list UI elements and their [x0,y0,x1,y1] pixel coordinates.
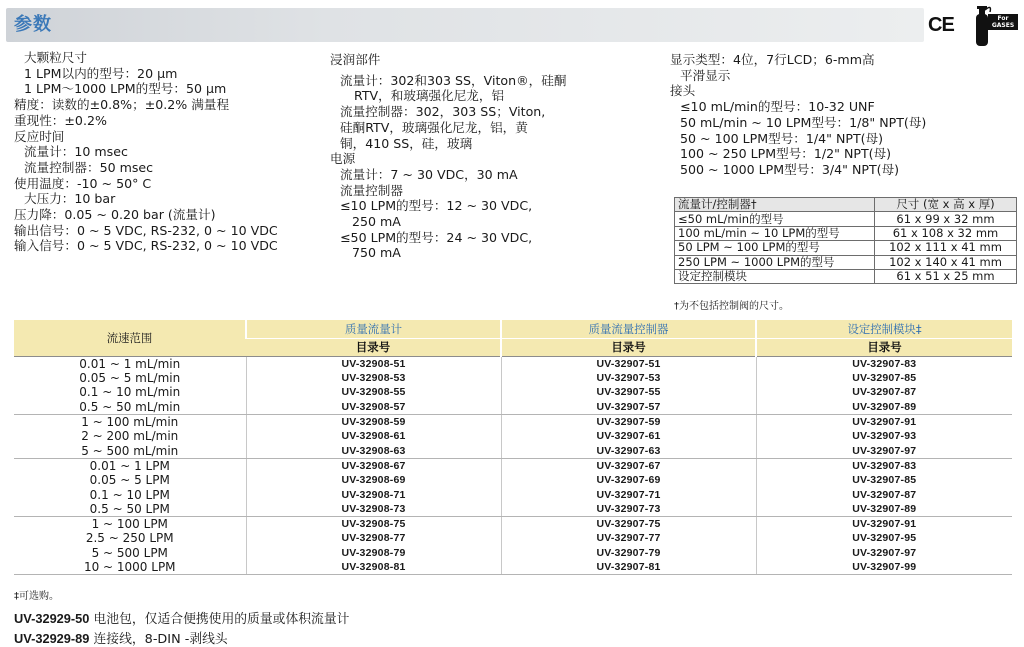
table-row [675,241,1017,255]
accessory-number: UV-32929-89 [14,631,90,646]
catalog-footnote: ‡可选购。 [14,591,59,602]
catalog-cell: UV-32907-83 [756,458,1012,473]
flow-range-header: 流速范围 [14,320,246,356]
spec-line: 100 ~ 250 LPM型号：1/2" NPT(母) [680,146,892,162]
catalog-cell: UV-32907-75 [501,517,756,532]
accessory-description: 连接线，8-DIN -剥线头 [89,632,228,647]
table-row [675,226,1017,240]
catalog-cell: UV-32908-53 [246,371,501,386]
spec-line: 大颗粒尺寸 [24,50,87,65]
ce-mark: CE [928,14,954,36]
spec-line: 750 mA [352,245,401,261]
flow-range-cell: 0.01 ~ 1 mL/min [14,356,246,371]
catalog-cell: UV-32907-51 [501,356,756,371]
catalog-cell: UV-32907-71 [501,487,756,502]
table-row [14,546,1012,561]
spec-line: 输出信号：0 ~ 5 VDC, RS-232, 0 ~ 10 VDC [14,222,278,238]
table-row [675,212,1017,226]
table-row [14,517,1012,532]
catalog-cell: UV-32907-97 [756,444,1012,459]
catalog-cell: UV-32907-83 [756,356,1012,371]
flow-range-cell: 5 ~ 500 LPM [91,546,168,561]
catalog-cell: UV-32907-73 [501,502,756,517]
spec-line: 流量控制器：302，303 SS；Viton, [340,104,546,120]
table-row [14,400,1012,415]
table-header: 尺寸 (宽 x 高 x 厚) [875,198,1017,212]
flow-range-cell: 2.5 ~ 250 LPM [85,531,174,546]
catalog-cell: UV-32907-77 [501,531,756,546]
table-cell: 61 x 51 x 25 mm [875,269,1017,283]
catalog-cell: UV-32907-61 [501,429,756,444]
flow-range-cell: 0.5 ~ 50 LPM [14,502,246,517]
table-row [14,531,1012,546]
spec-line: 大压力：10 bar [24,191,116,207]
spec-line: ≤10 mL/min的型号：10-32 UNF [680,99,875,115]
catalog-no-header: 目录号 [756,338,1012,356]
catalog-cell: UV-32907-93 [756,429,1012,444]
catalog-cell: UV-32908-81 [246,560,501,575]
table-cell: 250 LPM ~ 1000 LPM的型号 [675,255,875,269]
catalog-no-header: 目录号 [501,338,756,356]
spec-line: 使用温度：-10 ~ 50° C [14,175,152,191]
catalog-cell: UV-32908-51 [246,356,501,371]
spec-line: 重现性：±0.2% [14,112,107,128]
catalog-cell: UV-32908-79 [246,546,501,561]
table-row [14,444,1012,459]
spec-line: 浸润部件 [330,52,381,67]
catalog-cell: UV-32907-89 [756,400,1012,415]
table-row [675,255,1017,269]
catalog-cell: UV-32907-55 [501,385,756,400]
flow-range-cell: 2 ~ 200 mL/min [81,429,179,444]
flow-range-cell: 1 ~ 100 mL/min [14,414,246,429]
spec-line: 500 ~ 1000 LPM型号：3/4" NPT(母) [680,161,900,177]
table-row [675,269,1017,283]
flow-range-cell: 0.1 ~ 10 mL/min [79,385,181,400]
group-header-mass-flow-meter: 质量流量计 [246,320,501,338]
catalog-cell: UV-32908-67 [246,458,501,473]
table-cell: 100 mL/min ~ 10 LPM的型号 [675,226,875,240]
table-row [14,487,1012,502]
table-row [14,502,1012,517]
dimensions-table [674,197,1017,284]
spec-line: 流量计：7 ~ 30 VDC，30 mA [340,166,518,182]
section-header-band [6,8,924,42]
spec-line: RTV，和玻璃强化尼龙，铝 [354,88,505,104]
catalog-cell: UV-32907-87 [756,385,1012,400]
catalog-cell: UV-32908-59 [246,414,501,429]
catalog-cell: UV-32907-91 [756,414,1012,429]
catalog-cell: UV-32907-67 [501,458,756,473]
spec-line: 流量计：10 msec [24,144,128,160]
spec-line: 1 LPM以内的型号：20 μm [24,65,178,81]
flow-range-cell: 5 ~ 500 mL/min [14,444,246,459]
flow-range-cell: 0.5 ~ 50 mL/min [14,400,246,415]
table-row [14,414,1012,429]
spec-line: 反应时间 [14,128,65,144]
spec-line: ≤50 LPM的型号：24 ~ 30 VDC, [340,229,533,245]
spec-line: 显示类型：4位，7行LCD；6-mm高 [670,52,875,67]
catalog-cell: UV-32907-97 [756,546,1012,561]
table-cell: ≤50 mL/min的型号 [675,212,875,226]
spec-line: 精度：读数的±0.8%；±0.2% 满量程 [14,97,230,113]
catalog-cell: UV-32908-71 [246,487,501,502]
spec-line: 流量控制器 [340,182,403,198]
spec-line: 接头 [670,83,696,99]
flow-range-cell: 0.01 ~ 1 LPM [14,458,246,473]
group-header-set-control-module: 设定控制模块‡ [756,320,1012,338]
spec-line: 电源 [330,151,356,167]
table-cell: 61 x 108 x 32 mm [875,226,1017,240]
spec-column-2 [330,52,566,261]
catalog-cell: UV-32907-53 [501,371,756,386]
catalog-cell: UV-32908-55 [246,385,501,400]
catalog-cell: UV-32907-79 [501,546,756,561]
catalog-cell: UV-32907-57 [501,400,756,415]
flow-range-cell: 0.05 ~ 5 LPM [89,473,170,488]
for-gases-badge: For GASES [988,14,1018,30]
catalog-cell: UV-32907-95 [756,531,1012,546]
table-row [14,371,1012,386]
catalog-cell: UV-32908-73 [246,502,501,517]
catalog-cell: UV-32908-61 [246,429,501,444]
spec-line: 50 mL/min ~ 10 LPM型号：1/8" NPT(母) [680,114,927,130]
spec-line: 流量控制器：50 msec [24,159,154,175]
group-header-mass-flow-controller: 质量流量控制器 [501,320,756,338]
spec-line: 铜，410 SS，硅，玻璃 [340,135,473,151]
table-row [14,458,1012,473]
catalog-cell: UV-32907-85 [756,473,1012,488]
section-title: 参数 [14,14,52,35]
catalog-cell: UV-32907-91 [756,517,1012,532]
flow-range-cell: 10 ~ 1000 LPM [14,560,246,575]
accessory-line [14,628,228,647]
accessory-line [14,608,349,627]
table-row [14,560,1012,575]
catalog-table [14,320,1012,575]
catalog-cell: UV-32907-89 [756,502,1012,517]
spec-line: 50 ~ 100 LPM型号：1/4" NPT(母) [680,130,884,146]
flow-range-cell: 1 ~ 100 LPM [14,517,246,532]
catalog-cell: UV-32908-69 [246,473,501,488]
spec-line: 硅酮RTV，玻璃强化尼龙，铝，黄 [340,119,528,135]
catalog-cell: UV-32908-75 [246,517,501,532]
table-header-row [14,320,1012,338]
catalog-cell: UV-32908-57 [246,400,501,415]
flow-range-cell: 0.1 ~ 10 LPM [89,487,170,502]
flow-range-cell: 0.05 ~ 5 mL/min [79,370,181,385]
catalog-cell: UV-32907-81 [501,560,756,575]
spec-line: 250 mA [352,214,401,230]
catalog-cell: UV-32907-87 [756,487,1012,502]
catalog-cell: UV-32908-77 [246,531,501,546]
table-cell: 61 x 99 x 32 mm [875,212,1017,226]
table-cell: 102 x 111 x 41 mm [875,241,1017,255]
table-row [14,473,1012,488]
table-row [14,385,1012,400]
table-header: 流量计/控制器† [675,198,875,212]
catalog-no-header: 目录号 [246,338,501,356]
spec-line: 输入信号：0 ~ 5 VDC, RS-232, 0 ~ 10 VDC [14,238,278,254]
catalog-cell: UV-32907-69 [501,473,756,488]
spec-column-3 [670,52,926,178]
spec-line: 流量计：302和303 SS，Viton®，硅酮 [340,72,567,88]
catalog-cell: UV-32907-85 [756,371,1012,386]
spec-line: ≤10 LPM的型号：12 ~ 30 VDC, [340,198,533,214]
table-cell: 设定控制模块 [675,269,875,283]
catalog-cell: UV-32907-99 [756,560,1012,575]
accessory-number: UV-32929-50 [14,611,90,626]
table-header-row [675,198,1017,212]
accessory-description: 电池包，仅适合便携使用的质量或体积流量计 [89,612,350,627]
spec-line: 1 LPM～1000 LPM的型号：50 μm [24,81,227,97]
catalog-cell: UV-32907-63 [501,444,756,459]
table-cell: 102 x 140 x 41 mm [875,255,1017,269]
table-cell: 50 LPM ~ 100 LPM的型号 [675,241,875,255]
catalog-cell: UV-32908-63 [246,444,501,459]
table-row [14,356,1012,371]
table-row [14,429,1012,444]
spec-line: 压力降：0.05 ~ 0.20 bar (流量计) [14,207,216,223]
spec-line: 平滑显示 [680,67,731,83]
dimensions-footnote: †为不包括控制阀的尺寸。 [674,301,789,312]
catalog-cell: UV-32907-59 [501,414,756,429]
spec-column-1 [14,50,278,254]
